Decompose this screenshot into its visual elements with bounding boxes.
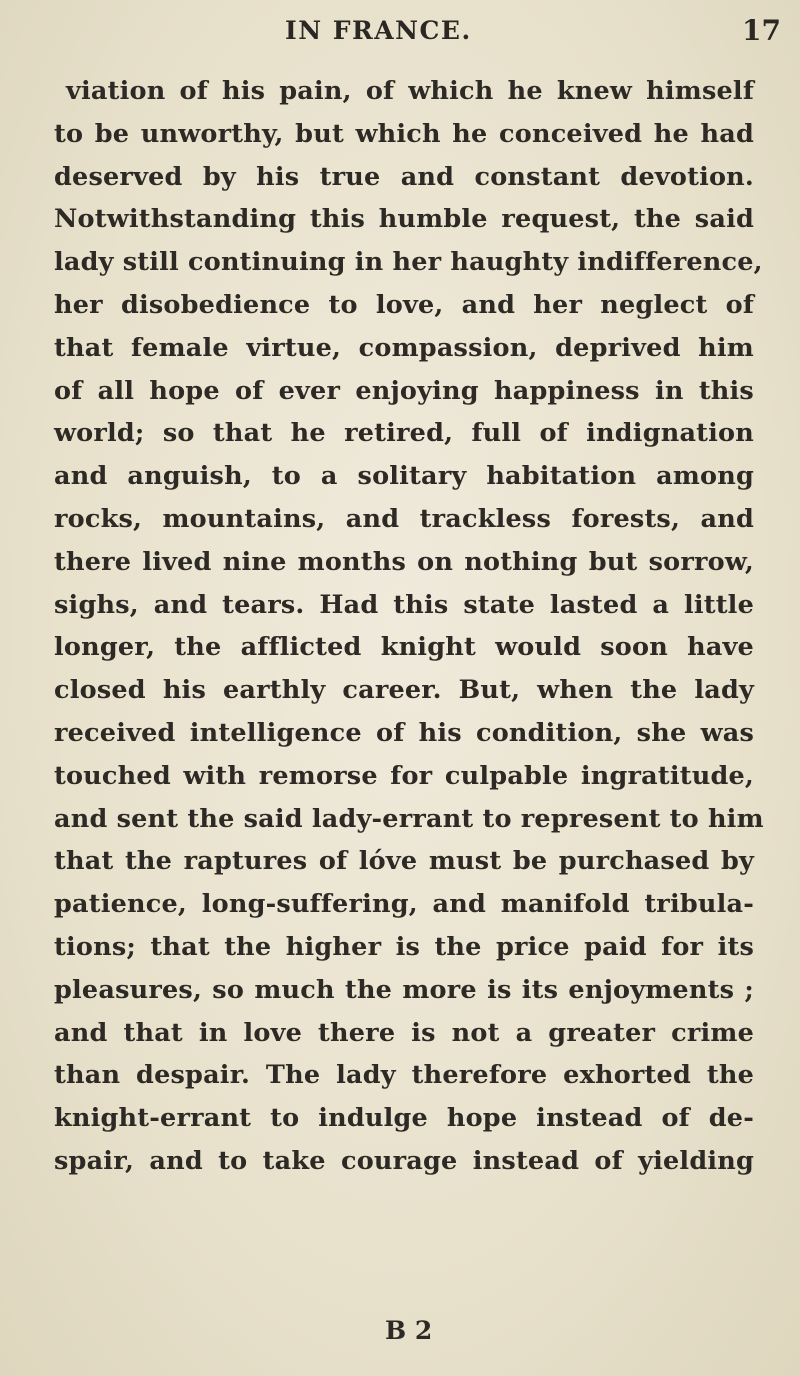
running-head xyxy=(0,14,800,54)
text-line: Notwithstanding this humble request, the said xyxy=(54,204,754,235)
text-line: there lived nine months on nothing but sorrow, xyxy=(54,546,754,577)
text-line: and anguish, to a solitary habitation among xyxy=(54,461,754,492)
text-line: knight-errant to indulge hope instead of de- xyxy=(54,1103,754,1134)
text-line: deserved by his true and constant devotion. xyxy=(54,161,754,192)
signature-mark: B 2 xyxy=(385,1316,433,1345)
body-text xyxy=(54,70,764,1183)
text-line: viation of his pain, of which he knew himself xyxy=(66,76,754,106)
text-line: and sent the said lady-errant to represent to him xyxy=(54,803,764,834)
text-line: than despair. The lady therefore exhorted the xyxy=(54,1060,754,1091)
text-line: world; so that he retired, full of indignation xyxy=(54,418,754,449)
text-line: rocks, mountains, and trackless forests, and xyxy=(54,503,754,534)
text-line: longer, the afflicted knight would soon have xyxy=(54,632,754,663)
text-line: her disobedience to love, and her neglect of xyxy=(54,289,754,320)
text-line: that female virtue, compassion, deprived him xyxy=(54,332,754,363)
text-line: tions; that the higher is the price paid for its xyxy=(54,931,754,962)
text-line: that the raptures of lóve must be purchased by xyxy=(54,846,754,877)
text-line: received intelligence of his condition, she was xyxy=(54,717,754,748)
running-title: IN FRANCE. xyxy=(285,16,472,45)
text-line: sighs, and tears. Had this state lasted a little xyxy=(54,589,754,620)
text-line: spair, and to take courage instead of yielding xyxy=(54,1145,754,1176)
text-line: of all hope of ever enjoying happiness in this xyxy=(54,375,754,406)
text-line: pleasures, so much the more is its enjoyments ; xyxy=(54,974,754,1005)
text-line: closed his earthly career. But, when the lady xyxy=(54,675,754,706)
text-line: touched with remorse for culpable ingratitude, xyxy=(54,760,754,791)
text-line: to be unworthy, but which he conceived he had xyxy=(54,118,754,149)
page-number: 17 xyxy=(742,14,781,47)
text-line: and that in love there is not a greater crime xyxy=(54,1017,754,1048)
text-line: lady still continuing in her haughty indifference, xyxy=(54,247,763,278)
text-line: patience, long-suffering, and manifold tribula- xyxy=(54,889,754,920)
